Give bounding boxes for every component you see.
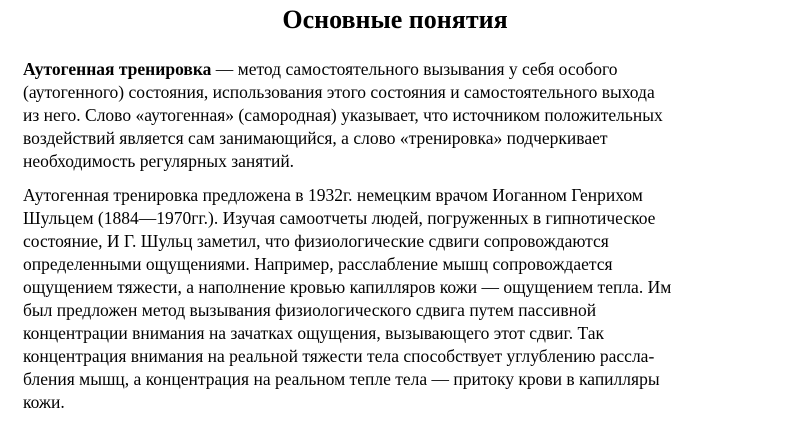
paragraph2-line-1: Аутогенная тренировка предложена в 1932г. немецким врачом Иоганном Генрихом xyxy=(23,185,643,205)
paragraph2-line-8: концентрация внимания на реальной тяжести тела способствует углублению рассла- xyxy=(23,346,655,366)
paragraph2-line-5: ощущением тяжести, а наполнение кровью капилляров кожи — ощущением тепла. Им xyxy=(23,277,672,297)
paragraph2-line-10: кожи. xyxy=(23,392,65,412)
paragraph2-line-3: состояние, И Г. Шульц заметил, что физиологические сдвиги сопровождаются xyxy=(23,231,609,251)
paragraph1-line-1-text: — метод самостоятельного вызывания у себя особого xyxy=(211,59,618,79)
paragraph1-line-3: из него. Слово «аутогенная» (самородная) указывает, что источником положительных xyxy=(23,105,663,125)
paragraph1-line-1 xyxy=(23,58,618,81)
paragraph2-line-6: был предложен метод вызывания физиологического сдвига путем пассивной xyxy=(23,300,597,320)
paragraph1-line-2: (аутогенного) состояния, использования этого состояния и самостоятельного выхода xyxy=(23,82,655,102)
term-autogenic-training: Аутогенная тренировка xyxy=(23,59,212,79)
paragraph2-line-2: Шульцем (1884—1970гг.). Изучая самоотчеты людей, погруженных в гипнотическое xyxy=(23,208,656,228)
paragraph1-line-5: необходимость регулярных занятий. xyxy=(23,151,295,171)
paragraph2-line-9: бления мышц, а концентрация на реальном тепле тела — притоку крови в капилляры xyxy=(23,369,660,389)
paragraph2-line-4: определенными ощущениями. Например, расслабление мышц сопровождается xyxy=(23,254,613,274)
page-title: Основные понятия xyxy=(282,5,508,34)
paragraph2-line-7: концентрации внимания на зачатках ощущения, вызывающего этот сдвиг. Так xyxy=(23,323,604,343)
paragraph1-line-4: воздействий является сам занимающийся, а слово «тренировка» подчеркивает xyxy=(23,128,608,148)
